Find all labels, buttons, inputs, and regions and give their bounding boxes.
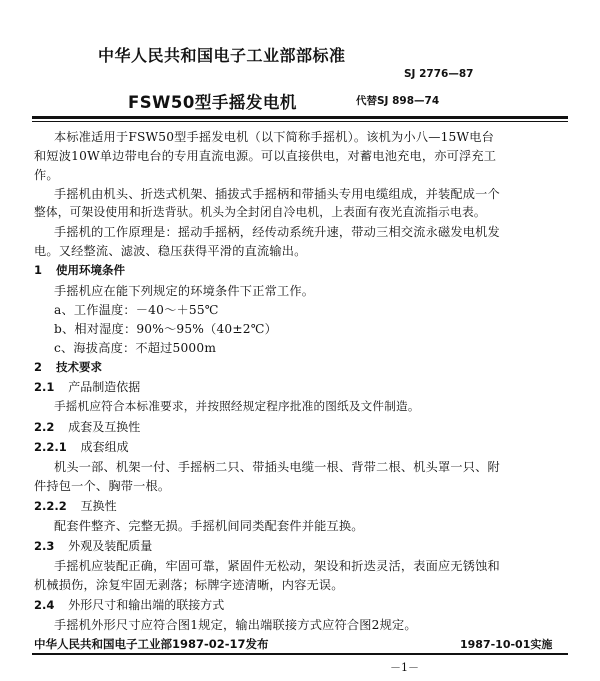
section-number: 2.2.1	[34, 440, 67, 454]
section-2-2-2-text: 配套件整齐、完整无损。手摇机间同类配套件并能互换。	[54, 519, 364, 533]
condition-altitude: c、海拔高度：不超过5000m	[54, 341, 217, 355]
replaces-standard: 代替SJ 898—74	[356, 95, 440, 107]
footer-effective: 1987-10-01实施	[460, 638, 553, 651]
section-2-2-1-heading	[34, 438, 129, 455]
section-number: 2.2	[34, 420, 55, 434]
document-title: FSW50型手摇发电机	[128, 93, 297, 112]
section-title: 成套组成	[80, 440, 129, 454]
section-2-2-2-heading	[34, 497, 117, 514]
section-title: 外形尺寸和输出端的联接方式	[68, 598, 225, 612]
intro-paragraph-3-cont: 电。又经整流、滤波、稳压获得平滑的直流输出。	[34, 244, 307, 258]
intro-paragraph-1: 本标准适用于FSW50型手摇发电机（以下简称手摇机）。该机为小八—15W电台	[54, 130, 494, 144]
section-1-lead: 手摇机应在能下列规定的环境条件下正常工作。	[54, 284, 315, 298]
intro-paragraph-3: 手摇机的工作原理是：摇动手摇柄，经传动系统升速，带动三相交流永磁发电机发	[54, 225, 500, 239]
org-standard-title: 中华人民共和国电子工业部部标准	[98, 46, 346, 65]
standard-number: SJ 2776—87	[404, 68, 474, 80]
section-2-2-1-text-cont: 件持包一个、胸带一根。	[34, 479, 171, 493]
section-2-4-heading	[34, 596, 224, 613]
section-title: 使用环境条件	[56, 263, 126, 277]
section-number: 2.1	[34, 380, 55, 394]
section-2-heading	[34, 359, 102, 375]
section-title: 外观及装配质量	[68, 539, 153, 553]
section-1-heading	[34, 262, 125, 278]
header-rule-thin	[32, 121, 568, 122]
intro-paragraph-2: 手摇机由机头、折迭式机架、插拔式手摇柄和带插头专用电缆组成，并装配成一个	[54, 187, 500, 201]
intro-paragraph-1-cont: 和短波10W单边带电台的专用直流电源。可以直接供电，对蓄电池充电，亦可浮充工	[34, 149, 497, 163]
header-rule-thick	[32, 116, 568, 119]
section-number: 2	[34, 360, 43, 374]
footer-divider	[32, 653, 568, 655]
section-2-1-text: 手摇机应符合本标准要求，并按照经规定程序批准的图纸及文件制造。	[54, 399, 420, 413]
intro-paragraph-1-end: 作。	[34, 168, 59, 182]
section-title: 互换性	[80, 499, 117, 513]
section-number: 1	[34, 263, 43, 277]
section-2-3-heading	[34, 537, 152, 554]
section-2-2-1-text: 机头一部、机架一付、手摇柄二只、带插头电缆一根、背带二根、机头罩一只、附	[54, 460, 500, 474]
section-number: 2.3	[34, 539, 55, 553]
section-2-1-heading	[34, 378, 140, 395]
condition-temperature: a、工作温度：－40～＋55℃	[54, 303, 219, 317]
section-number: 2.4	[34, 598, 55, 612]
section-title: 成套及互换性	[68, 420, 141, 434]
section-title: 技术要求	[56, 360, 103, 374]
section-2-3-text-cont: 机械损伤，涂复牢固无剥落；标牌字迹清晰，内容无误。	[34, 578, 344, 592]
section-2-3-text: 手摇机应装配正确，牢固可靠，紧固件无松动，架设和折迭灵活，表面应无锈蚀和	[54, 559, 500, 573]
section-number: 2.2.2	[34, 499, 67, 513]
condition-humidity: b、相对湿度：90%～95%（40±2℃）	[54, 322, 277, 336]
page-number: －1－	[390, 661, 419, 674]
section-title: 产品制造依据	[68, 380, 141, 394]
footer-issued-line: 中华人民共和国电子工业部1987-02-17发布	[34, 637, 269, 651]
intro-paragraph-2-cont: 整体，可架设使用和折迭背驮。机头为全封闭自冷电机，上表面有夜光直流指示电表。	[34, 205, 486, 219]
section-2-4-text: 手摇机外形尺寸应符合图1规定，输出端联接方式应符合图2规定。	[54, 618, 417, 632]
section-2-2-heading	[34, 418, 140, 435]
